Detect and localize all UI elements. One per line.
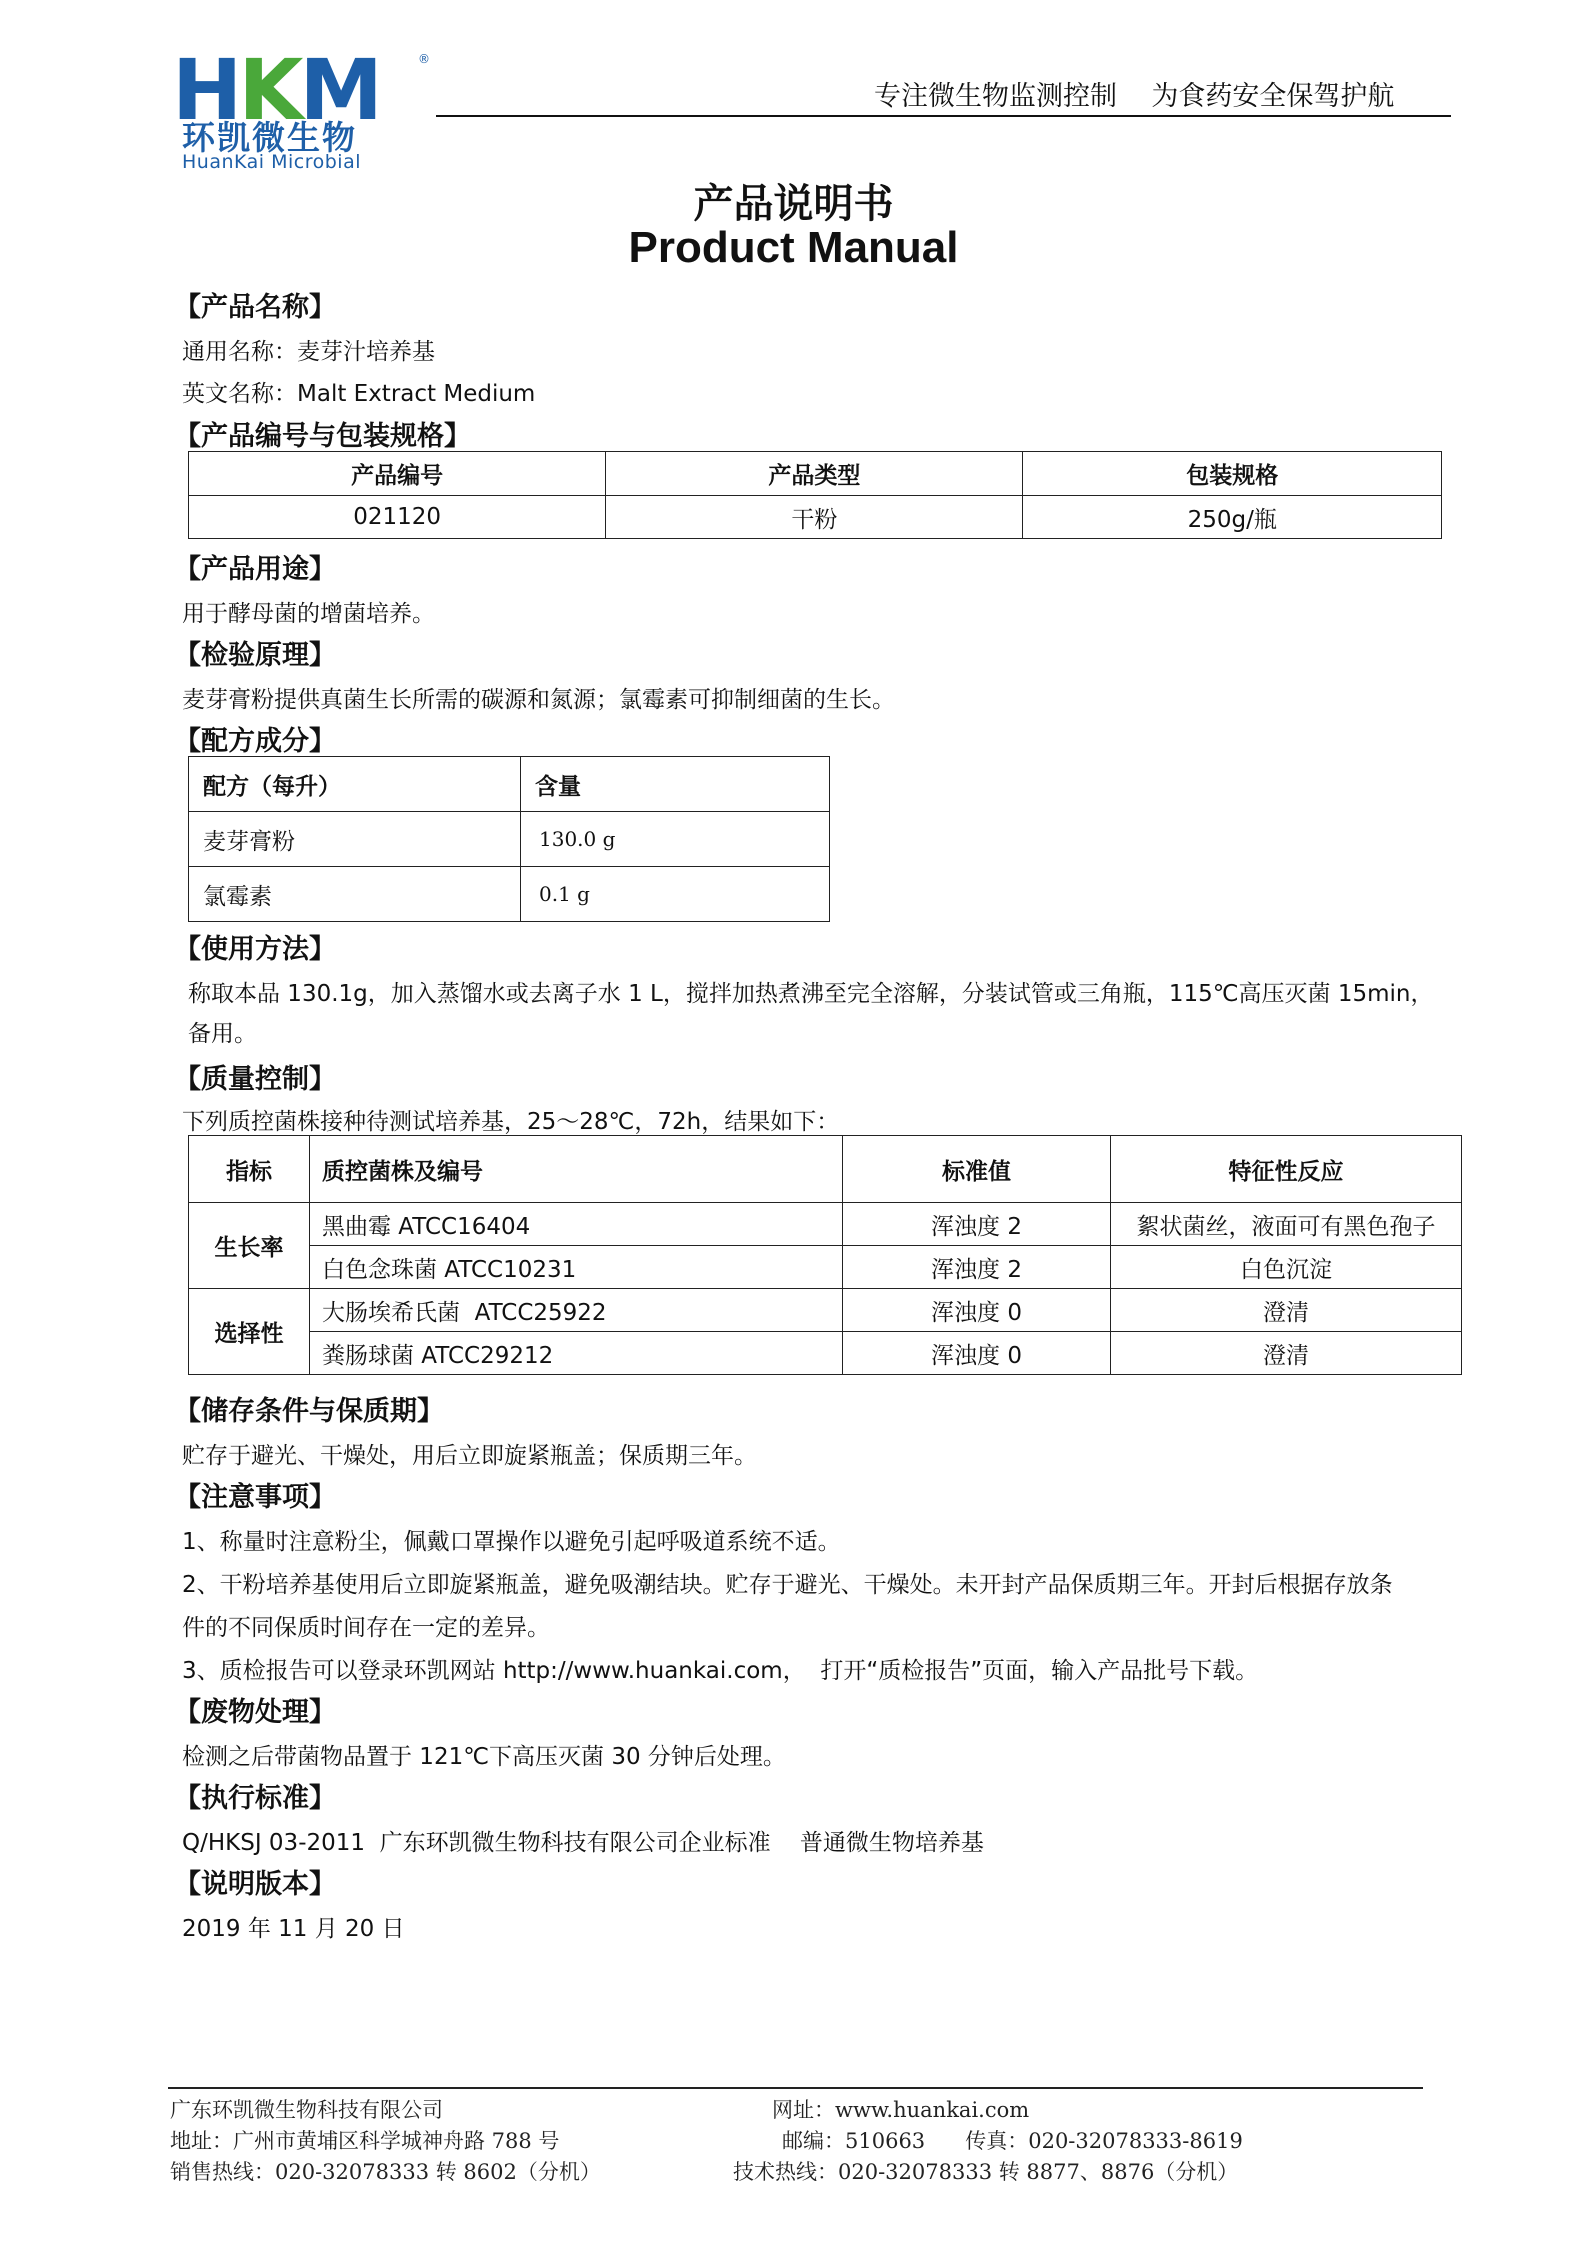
english-name: 英文名称：Malt Extract Medium: [182, 381, 536, 407]
standard-value: 浑浊度 2: [843, 1203, 1111, 1246]
qc-intro: 下列质控菌株接种待测试培养基，25～28℃，72h，结果如下：: [182, 1109, 840, 1135]
section-heading-notes: 【注意事项】: [174, 1482, 336, 1513]
strain: 大肠埃希氏菌 ATCC25922: [310, 1289, 843, 1332]
header-strain: 质控菌株及编号: [310, 1136, 843, 1203]
logo-chinese-name: 环凯微生物: [182, 118, 357, 157]
generic-name: 通用名称：麦芽汁培养基: [182, 339, 435, 365]
table-row: [189, 1203, 1462, 1246]
usage-text: 用于酵母菌的增菌培养。: [182, 601, 435, 627]
method-text-line2: 备用。: [188, 1021, 257, 1047]
header-reaction: 特征性反应: [1111, 1136, 1462, 1203]
note-1: 1、称量时注意粉尘，佩戴口罩操作以避免引起呼吸道系统不适。: [182, 1529, 841, 1555]
registered-icon: ®: [418, 52, 430, 66]
page-title-cn: 产品说明书: [693, 181, 894, 227]
table-row: [189, 812, 830, 867]
header-slogan: 专注微生物监测控制 为食药安全保驾护航: [874, 81, 1395, 112]
logo-english-name: HuanKai Microbial: [182, 151, 361, 173]
table-row: [189, 1332, 1462, 1375]
section-heading-packaging: 【产品编号与包装规格】: [174, 421, 471, 452]
table-row: [189, 867, 830, 922]
table-row: [189, 496, 1442, 539]
header-product-type: 产品类型: [606, 452, 1023, 496]
section-heading-storage: 【储存条件与保质期】: [174, 1396, 444, 1427]
section-heading-standard: 【执行标准】: [174, 1783, 336, 1814]
product-code: 021120: [189, 496, 606, 539]
section-heading-version: 【说明版本】: [174, 1869, 336, 1900]
standard-value: 浑浊度 0: [843, 1332, 1111, 1375]
principle-text: 麦芽膏粉提供真菌生长所需的碳源和氮源；氯霉素可抑制细菌的生长。: [182, 687, 895, 713]
footer-sales-hotline: 销售热线：020-32078333 转 8602（分机）: [170, 2160, 601, 2184]
note-2-line1: 2、干粉培养基使用后立即旋紧瓶盖，避免吸潮结块。贮存于避光、干燥处。未开封产品保质期三年。开封后根据存放条: [182, 1572, 1393, 1598]
strain: 白色念珠菌 ATCC10231: [310, 1246, 843, 1289]
waste-text: 检测之后带菌物品置于 121℃下高压灭菌 30 分钟后处理。: [182, 1744, 786, 1770]
storage-text: 贮存于避光、干燥处，用后立即旋紧瓶盖；保质期三年。: [182, 1443, 757, 1469]
table-header-row: [189, 1136, 1462, 1203]
section-heading-formula: 【配方成分】: [174, 726, 336, 757]
version-text: 2019 年 11 月 20 日: [182, 1916, 405, 1942]
reaction: 澄清: [1111, 1332, 1462, 1375]
qc-table: [188, 1135, 1462, 1375]
note-3: 3、质检报告可以登录环凯网站 http://www.huankai.com， 打开“质检报告”页面，输入产品批号下载。: [182, 1658, 1259, 1684]
table-header-row: [189, 757, 830, 812]
reaction: 白色沉淀: [1111, 1246, 1462, 1289]
strain: 粪肠球菌 ATCC29212: [310, 1332, 843, 1375]
section-heading-principle: 【检验原理】: [174, 640, 336, 671]
ingredient-name: 氯霉素: [189, 867, 521, 922]
header-formula: 配方（每升）: [189, 757, 521, 812]
ingredient-name: 麦芽膏粉: [189, 812, 521, 867]
header-standard: 标准值: [843, 1136, 1111, 1203]
section-heading-usage: 【产品用途】: [174, 554, 336, 585]
product-type: 干粉: [606, 496, 1023, 539]
standard-value: 浑浊度 0: [843, 1289, 1111, 1332]
header-indicator: 指标: [189, 1136, 310, 1203]
footer-tech-hotline: 技术热线：020-32078333 转 8877、8876（分机）: [733, 2160, 1239, 2184]
table-header-row: [189, 452, 1442, 496]
header-content: 含量: [521, 757, 830, 812]
reaction: 絮状菌丝，液面可有黑色孢子: [1111, 1203, 1462, 1246]
footer-address: 地址：广州市黄埔区科学城神舟路 788 号: [170, 2129, 560, 2153]
footer-website: 网址：www.huankai.com: [772, 2098, 1030, 2122]
header-package-spec: 包装规格: [1023, 452, 1442, 496]
reaction: 澄清: [1111, 1289, 1462, 1332]
section-heading-waste: 【废物处理】: [174, 1697, 336, 1728]
standard-value: 浑浊度 2: [843, 1246, 1111, 1289]
note-2-line2: 件的不同保质时间存在一定的差异。: [182, 1615, 550, 1641]
section-heading-qc: 【质量控制】: [174, 1064, 336, 1095]
footer-divider: [168, 2087, 1423, 2089]
page-title-en: Product Manual: [628, 223, 959, 272]
formula-table: [188, 756, 830, 922]
section-heading-method: 【使用方法】: [174, 934, 336, 965]
company-logo: [172, 41, 432, 173]
indicator-selectivity: 选择性: [189, 1289, 310, 1375]
method-text-line1: 称取本品 130.1g，加入蒸馏水或去离子水 1 L，搅拌加热煮沸至完全溶解，分装试管或三角瓶，115℃高压灭菌 15min，: [188, 981, 1434, 1007]
packaging-table: [188, 451, 1442, 539]
package-spec: 250g/瓶: [1023, 496, 1442, 539]
ingredient-amount: 130.0 g: [521, 812, 830, 867]
section-heading-product-name: 【产品名称】: [174, 292, 336, 323]
footer-postcode-fax: 邮编：510663 传真：020-32078333-8619: [782, 2129, 1243, 2153]
ingredient-amount: 0.1 g: [521, 867, 830, 922]
header-divider: [436, 115, 1451, 117]
table-row: [189, 1246, 1462, 1289]
logo-mark: HKM: [172, 41, 379, 139]
indicator-growth-rate: 生长率: [189, 1203, 310, 1289]
footer-company: 广东环凯微生物科技有限公司: [170, 2098, 443, 2122]
standard-text: Q/HKSJ 03-2011 广东环凯微生物科技有限公司企业标准 普通微生物培养基: [182, 1830, 984, 1856]
header-product-code: 产品编号: [189, 452, 606, 496]
table-row: [189, 1289, 1462, 1332]
strain: 黑曲霉 ATCC16404: [310, 1203, 843, 1246]
